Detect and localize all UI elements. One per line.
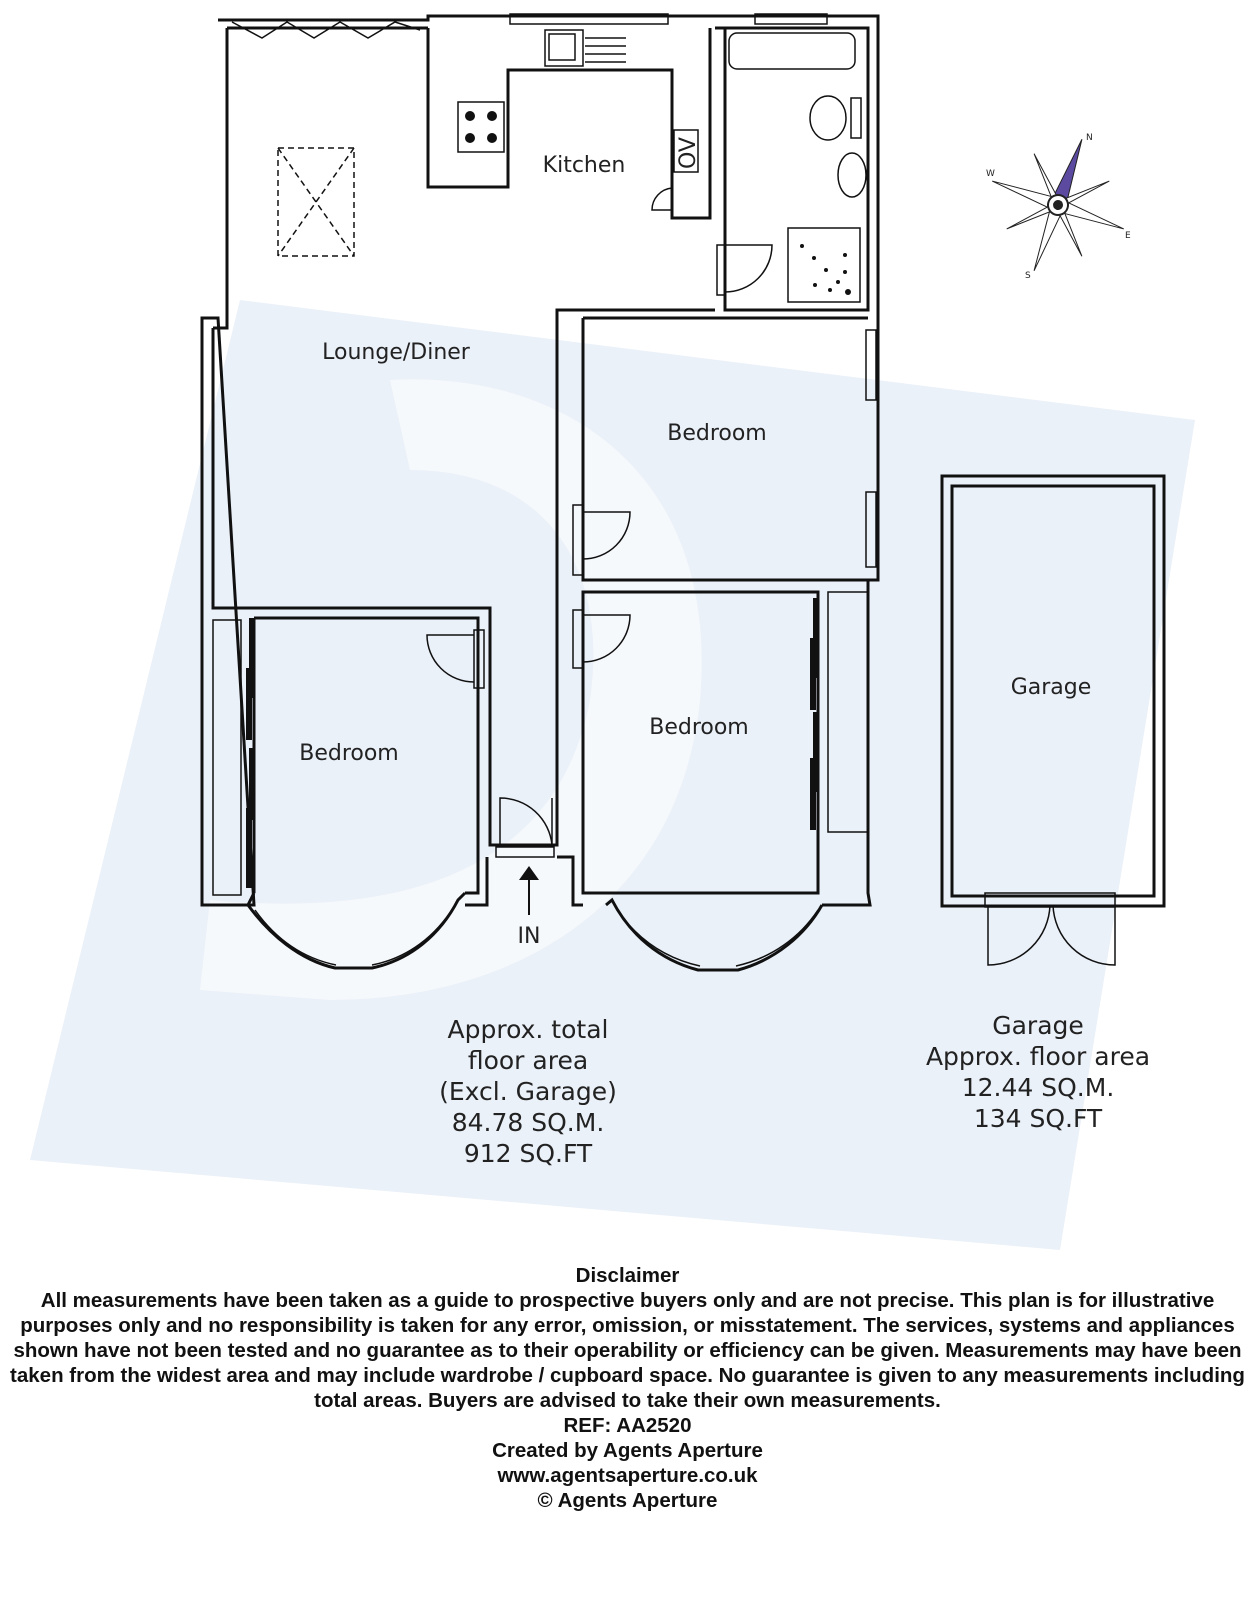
room-label-bedroom-front-right: Bedroom — [649, 715, 749, 740]
main-area-sqm: 84.78 SQ.M. — [451, 1108, 605, 1137]
main-area-line-2: floor area — [467, 1046, 589, 1075]
compass-east-label: E — [1125, 231, 1131, 241]
main-area-line-3: (Excl. Garage) — [439, 1077, 617, 1106]
room-label-lounge: Lounge/Diner — [322, 340, 470, 365]
room-label-kitchen: Kitchen — [542, 153, 626, 178]
disclaimer-title: Disclaimer — [575, 1264, 680, 1287]
main-area-line-1: Approx. total — [447, 1015, 609, 1044]
compass-rose — [968, 115, 1147, 294]
room-label-garage: Garage — [1010, 675, 1092, 700]
compass-north-label: N — [1086, 133, 1093, 143]
main-area-sqft: 912 SQ.FT — [463, 1139, 593, 1168]
compass-west-label: W — [986, 169, 995, 179]
garage-area-line-1: Garage — [992, 1011, 1084, 1040]
oven-label: OV — [676, 137, 701, 169]
main-floor-area — [439, 1015, 617, 1168]
rooflight — [278, 148, 354, 256]
garage-area-line-2: Approx. floor area — [925, 1042, 1151, 1071]
bifold-doors — [232, 22, 420, 38]
entrance-label: IN — [517, 924, 541, 949]
disclaimer-body: All measurements have been taken as a guide to prospective buyers only and are not precise. This plan is for illustrative purposes only and no responsibility is taken for any error, omission, or misstatement. The services, systems and appliances shown have not been tested and no guarantee as to their operability or efficiency can be given. Measurements may have been taken from the widest area and may include wardrobe / cupboard space. No guarantee is given to any measurements including total areas. Buyers are advised to take their own measurements. — [10, 1289, 1245, 1412]
garage-area-sqft: 134 SQ.FT — [973, 1104, 1103, 1133]
disclaimer-block — [10, 1263, 1245, 1513]
created-by: Created by Agents Aperture — [492, 1439, 763, 1462]
website-link[interactable]: www.agentsaperture.co.uk — [497, 1464, 758, 1487]
room-label-bedroom-rear: Bedroom — [667, 421, 767, 446]
reference-number: REF: AA2520 — [563, 1414, 692, 1437]
compass-south-label: S — [1025, 271, 1031, 281]
bathroom — [715, 28, 868, 310]
room-label-bedroom-front-left: Bedroom — [299, 741, 399, 766]
copyright: © Agents Aperture — [537, 1489, 718, 1512]
garage-area-sqm: 12.44 SQ.M. — [961, 1073, 1115, 1102]
